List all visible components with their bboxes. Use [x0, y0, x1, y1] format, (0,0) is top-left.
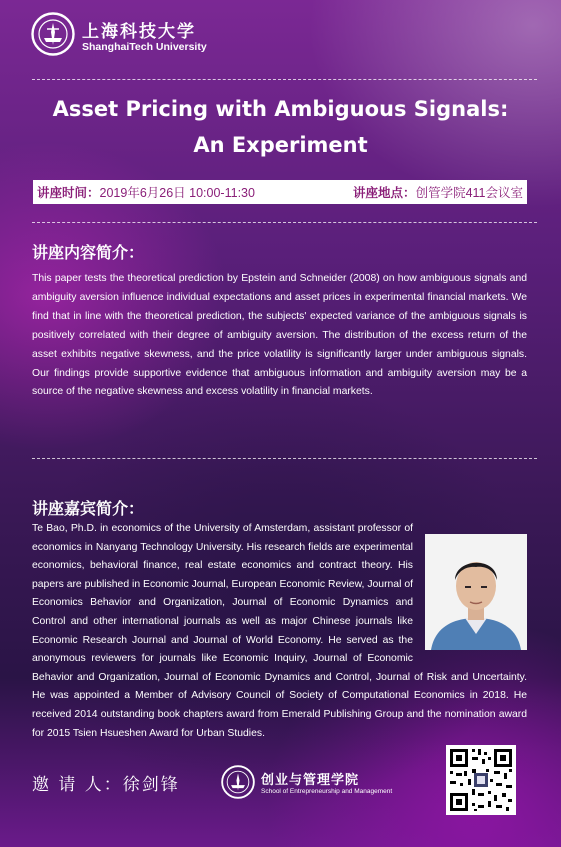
talk-title-line2: An Experiment	[193, 133, 368, 157]
university-name-en: ShanghaiTech University	[82, 41, 207, 53]
location-value: 创管学院411会议室	[415, 186, 523, 200]
divider	[32, 79, 537, 80]
time-info	[37, 183, 255, 201]
location-info	[353, 183, 523, 201]
abstract-heading: 讲座内容简介：	[32, 243, 145, 262]
talk-title-line1: Asset Pricing with Ambiguous Signals:	[52, 97, 509, 121]
location-label: 讲座地点：	[353, 185, 416, 200]
university-name-cn: 上海科技大学	[82, 22, 196, 42]
time-value: 2019年6月26日 10:00-11:30	[99, 186, 255, 200]
abstract-text: This paper tests the theoretical prediction by Epstein and Schneider (2008) on how ambiguous signals and ambiguity aversion influence individual expectations and asset prices in experimental financial markets. We find that in line with the theoretical prediction, the subjects' expected variance of the ambiguous signals is positively correlated with their degree of ambiguity aversion. The distribution of the excess return of the asset exhibits negative skewness, and the price volatility is significantly larger under ambiguous signals. Our findings provide supportive evidence that ambiguous information and ambiguity aversion may be a source of the negative skewness and excess volatility in financial markets.	[32, 273, 527, 398]
time-label: 讲座时间：	[37, 185, 100, 200]
info-bar	[33, 180, 527, 204]
speaker-bio-block	[32, 520, 527, 743]
divider	[32, 222, 537, 223]
divider	[32, 458, 537, 459]
speaker-heading: 讲座嘉宾简介：	[32, 499, 145, 518]
speaker-portrait	[425, 534, 527, 650]
qr-code-icon	[446, 745, 516, 815]
school-name-en: School of Entrepreneurship and Management	[261, 788, 393, 795]
shanghaitech-seal-icon	[31, 12, 75, 56]
school-name-cn: 创业与管理学院	[261, 773, 360, 788]
inviter: 邀 请 人：徐剑锋	[32, 775, 180, 795]
speaker-bio: Te Bao, Ph.D. in economics of the University of Amsterdam, assistant professor of economics in Nanyang Technology University. His research fields are experimental economics, behavioral finance, real estate economics and contract theory. His papers are published in Economic Journal, European Economic Review, Journal of Economics Behavior and Organization, Journal of Economic Dynamics and Control and other international journals as well as major Chinese journals like Economic Research Journal and Journal of World Economy. He served as the anonymous reviewers for journals like Economic Inquiry, Journal of Economic Behavior and Organization, Journal of Economic Dynamics and Control, Journal of Risk and Uncertainty. He was appointed a Member of Advisory Council of Society of Computational Economics in 2018. He received 2014 outstanding book chapters award from Emerald Publishing Group and the nomination award for 2015 Tsien Hsueshen Award for Urban Studies.	[32, 523, 527, 739]
school-seal-icon	[221, 765, 255, 799]
